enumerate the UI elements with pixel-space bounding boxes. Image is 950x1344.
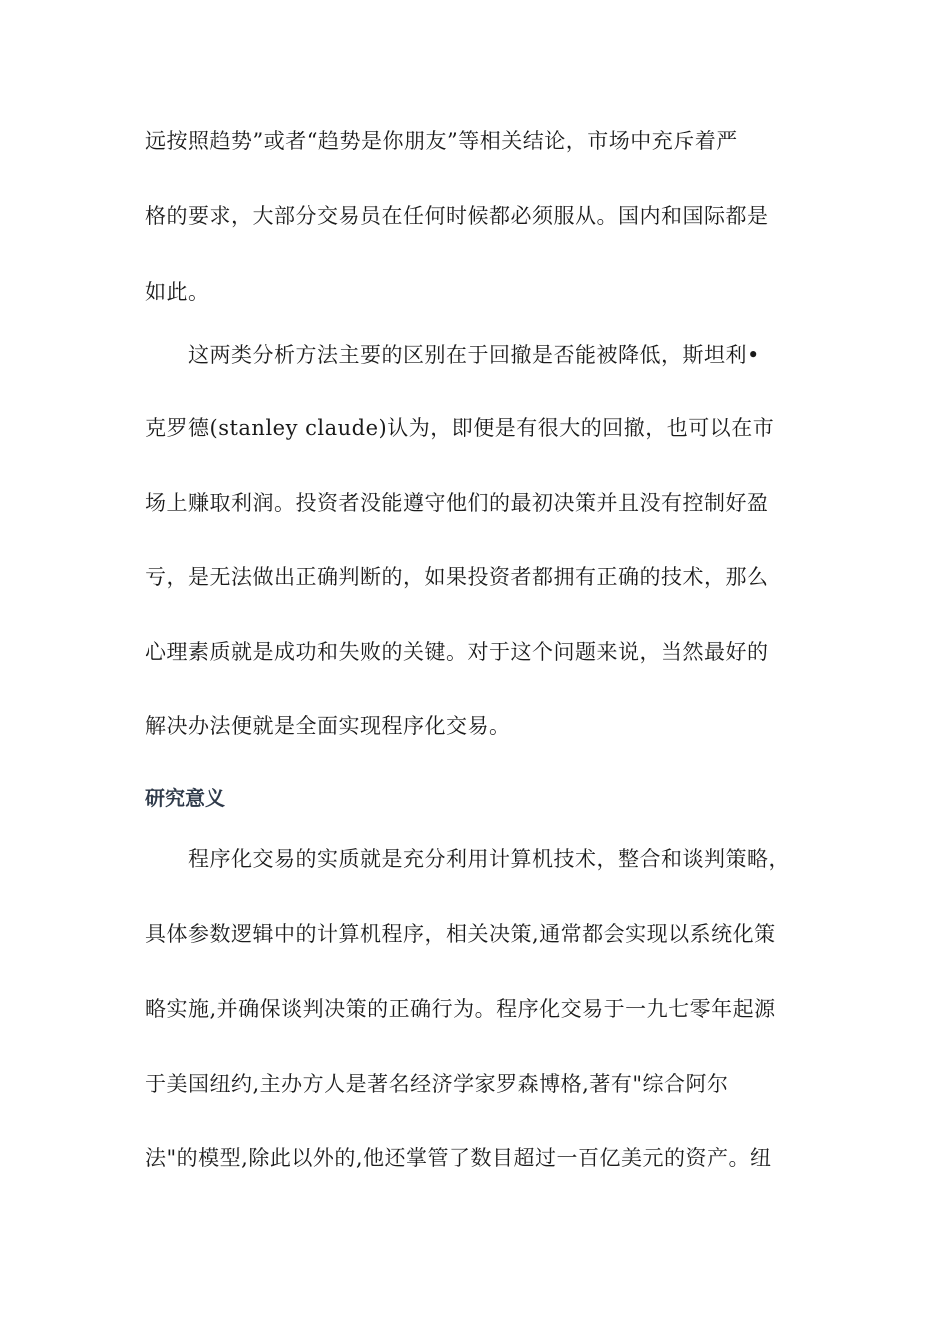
paragraph-3-line-2: 具体参数逻辑中的计算机程序，相关决策,通常都会实现以系统化策 — [145, 922, 776, 946]
paragraph-2-line-3: 场上赚取利润。投资者没能遵守他们的最初决策并且没有控制好盈 — [145, 491, 769, 515]
paragraph-3-line-1: 程序化交易的实质就是充分利用计算机技术，整合和谈判策略， — [188, 847, 790, 871]
paragraph-2-line-1: 这两类分析方法主要的区别在于回撤是否能被降低，斯坦利• — [188, 343, 760, 367]
paragraph-2-line-6: 解决办法便就是全面实现程序化交易。 — [145, 714, 511, 738]
paragraph-2-line-2: 克罗德(stanley claude)认为，即便是有很大的回撤，也可以在市 — [145, 416, 775, 440]
paragraph-3-line-4: 于美国纽约,主办方人是著名经济学家罗森博格,著有"综合阿尔 — [145, 1072, 729, 1096]
paragraph-3-line-5: 法"的模型,除此以外的,他还掌管了数目超过一百亿美元的资产。纽 — [145, 1146, 772, 1170]
paragraph-1-line-2: 格的要求，大部分交易员在任何时候都必须服从。国内和国际都是 — [145, 204, 769, 228]
paragraph-2-line-5: 心理素质就是成功和失败的关键。对于这个问题来说，当然最好的 — [145, 640, 769, 664]
paragraph-1-line-1: 远按照趋势”或者“趋势是你朋友”等相关结论，市场中充斥着严 — [145, 129, 738, 153]
paragraph-1-line-3: 如此。 — [145, 280, 210, 304]
paragraph-3-line-3: 略实施,并确保谈判决策的正确行为。程序化交易于一九七零年起源 — [145, 997, 776, 1021]
paragraph-2-line-4: 亏，是无法做出正确判断的，如果投资者都拥有正确的技术，那么 — [145, 565, 769, 589]
section-heading: 研究意义 — [145, 786, 225, 810]
